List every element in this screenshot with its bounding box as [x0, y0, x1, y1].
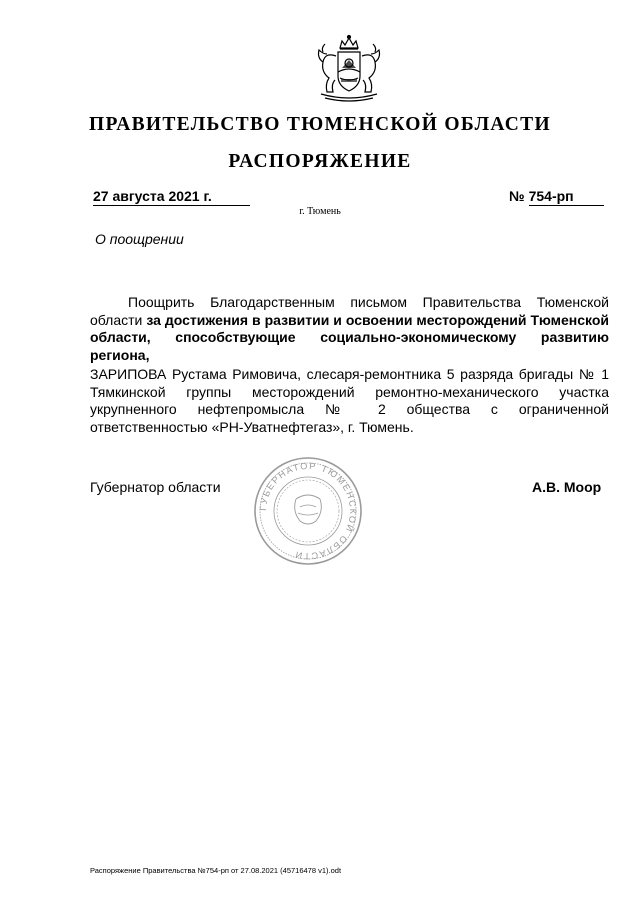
body-paragraph-1 [90, 294, 609, 364]
number-value: 754-рп [529, 188, 604, 206]
number-sign: № [509, 188, 525, 204]
document-number [509, 188, 604, 206]
footer-file-reference: Распоряжение Правительства №754-рп от 27.08.2021 (45716478 v1).odt [90, 866, 342, 875]
document-date: 27 августа 2021 г. [93, 188, 250, 206]
official-seal-stamp [252, 455, 364, 567]
coat-of-arms-emblem [311, 32, 387, 104]
p2-text: ЗАРИПОВА Рустама Римовича, слесаря-ремонтника 5 разряда бригады № 1 Тямкинской группы месторождений ремонтно-механического участка укрупненного нефтепромысла № 2 общества с ограниченной ответственностью «РН-Уватнефтегаз», г. Тюмень. [90, 366, 609, 435]
svg-text:ГУБЕРНАТОР ТЮМЕНСКОЙ ОБЛАСТИ [258, 461, 358, 561]
government-title: ПРАВИТЕЛЬСТВО ТЮМЕНСКОЙ ОБЛАСТИ [89, 114, 551, 135]
p1-text: Поощрить Благодарственным письмом Правительства Тюменской области [90, 294, 609, 328]
city-label: г. Тюмень [299, 206, 341, 217]
p1-bold-text: за достижения в развитии и освоении месторождений Тюменской области, способствующие социально-экономическому развитию региона, [90, 311, 609, 363]
document-subject: О поощрении [95, 231, 184, 247]
body-paragraph-2 [90, 366, 609, 436]
seal-text: ГУБЕРНАТОР ТЮМЕНСКОЙ ОБЛАСТИ [257, 460, 359, 562]
signer-name: А.В. Моор [532, 479, 602, 495]
document-type-title: РАСПОРЯЖЕНИЕ [228, 151, 412, 172]
signer-title: Губернатор области [90, 479, 221, 495]
